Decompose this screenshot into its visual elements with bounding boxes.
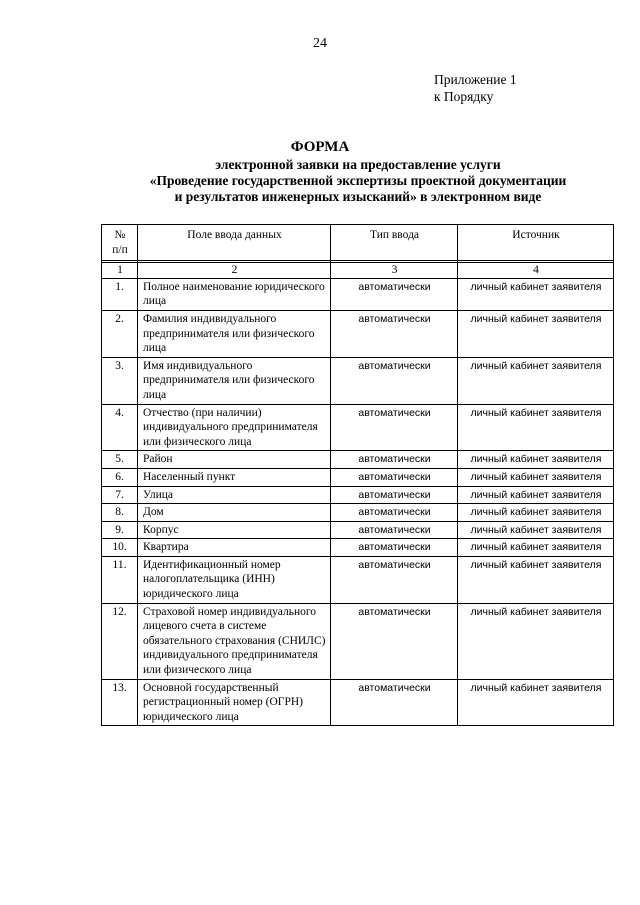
field-name: Квартира bbox=[138, 539, 331, 557]
table-row bbox=[102, 521, 614, 539]
data-source: личный кабинет заявителя bbox=[458, 468, 614, 486]
row-number: 5. bbox=[102, 451, 138, 469]
row-number: 10. bbox=[102, 539, 138, 557]
appendix-reference bbox=[434, 71, 517, 105]
input-type: автоматически bbox=[331, 521, 458, 539]
column-number: 2 bbox=[138, 263, 331, 279]
input-type: автоматически bbox=[331, 556, 458, 603]
table-row bbox=[102, 556, 614, 603]
row-number: 4. bbox=[102, 404, 138, 451]
row-number: 7. bbox=[102, 486, 138, 504]
input-type: автоматически bbox=[331, 468, 458, 486]
column-number: 3 bbox=[331, 263, 458, 279]
data-source: личный кабинет заявителя bbox=[458, 521, 614, 539]
row-number: 11. bbox=[102, 556, 138, 603]
header-number-line-1: № bbox=[114, 229, 126, 241]
row-number: 6. bbox=[102, 468, 138, 486]
input-type: автоматически bbox=[331, 679, 458, 726]
field-name: Отчество (при наличии) индивидуального предпринимателя или физического лица bbox=[138, 404, 331, 451]
field-name: Населенный пункт bbox=[138, 468, 331, 486]
data-source: личный кабинет заявителя bbox=[458, 310, 614, 357]
row-number: 9. bbox=[102, 521, 138, 539]
column-number: 1 bbox=[102, 263, 138, 279]
row-number: 1. bbox=[102, 278, 138, 310]
field-name: Дом bbox=[138, 504, 331, 522]
input-type: автоматически bbox=[331, 278, 458, 310]
form-title: ФОРМА bbox=[290, 139, 350, 155]
input-type: автоматически bbox=[331, 504, 458, 522]
data-source: личный кабинет заявителя bbox=[458, 556, 614, 603]
data-source: личный кабинет заявителя bbox=[458, 451, 614, 469]
appendix-line-2: к Порядку bbox=[434, 89, 494, 104]
row-number: 2. bbox=[102, 310, 138, 357]
table-row bbox=[102, 451, 614, 469]
column-number-row bbox=[102, 263, 614, 279]
field-name: Полное наименование юридического лица bbox=[138, 278, 331, 310]
form-subtitle-line-3: и результатов инженерных изысканий» в электронном виде bbox=[174, 189, 542, 204]
table-row bbox=[102, 486, 614, 504]
input-type: автоматически bbox=[331, 486, 458, 504]
data-fields-table bbox=[101, 224, 614, 726]
input-type: автоматически bbox=[331, 539, 458, 557]
data-source: личный кабинет заявителя bbox=[458, 404, 614, 451]
form-subtitle bbox=[0, 157, 640, 205]
table-row bbox=[102, 310, 614, 357]
data-source: личный кабинет заявителя bbox=[458, 679, 614, 726]
page-number: 24 bbox=[313, 36, 327, 51]
field-name: Район bbox=[138, 451, 331, 469]
data-source: личный кабинет заявителя bbox=[458, 504, 614, 522]
row-number: 13. bbox=[102, 679, 138, 726]
appendix-line-1: Приложение 1 bbox=[434, 72, 517, 87]
input-type: автоматически bbox=[331, 357, 458, 404]
table-row bbox=[102, 603, 614, 679]
input-type: автоматически bbox=[331, 451, 458, 469]
table-row bbox=[102, 504, 614, 522]
header-type: Тип ввода bbox=[331, 225, 458, 261]
header-source: Источник bbox=[458, 225, 614, 261]
data-source: личный кабинет заявителя bbox=[458, 357, 614, 404]
table-header-row bbox=[102, 225, 614, 261]
field-name: Корпус bbox=[138, 521, 331, 539]
field-name: Идентификационный номер налогоплательщика (ИНН) юридического лица bbox=[138, 556, 331, 603]
header-number bbox=[102, 225, 138, 261]
table-row bbox=[102, 539, 614, 557]
form-subtitle-line-1: электронной заявки на предоставление услуги bbox=[215, 157, 501, 172]
header-field: Поле ввода данных bbox=[138, 225, 331, 261]
field-name: Имя индивидуального предпринимателя или физического лица bbox=[138, 357, 331, 404]
input-type: автоматически bbox=[331, 404, 458, 451]
column-number: 4 bbox=[458, 263, 614, 279]
table-row bbox=[102, 278, 614, 310]
form-subtitle-line-2: «Проведение государственной экспертизы проектной документации bbox=[149, 173, 567, 188]
table-row bbox=[102, 468, 614, 486]
row-number: 12. bbox=[102, 603, 138, 679]
field-name: Фамилия индивидуального предпринимателя или физического лица bbox=[138, 310, 331, 357]
input-type: автоматически bbox=[331, 603, 458, 679]
data-source: личный кабинет заявителя bbox=[458, 539, 614, 557]
data-source: личный кабинет заявителя bbox=[458, 603, 614, 679]
data-source: личный кабинет заявителя bbox=[458, 486, 614, 504]
field-name: Страховой номер индивидуального лицевого счета в системе обязательного страхования (СНИЛС) индивидуального предпринимателя или физического лица bbox=[138, 603, 331, 679]
field-name: Улица bbox=[138, 486, 331, 504]
table-row bbox=[102, 357, 614, 404]
input-type: автоматически bbox=[331, 310, 458, 357]
field-name: Основной государственный регистрационный номер (ОГРН) юридического лица bbox=[138, 679, 331, 726]
data-source: личный кабинет заявителя bbox=[458, 278, 614, 310]
row-number: 8. bbox=[102, 504, 138, 522]
table-row bbox=[102, 679, 614, 726]
table-row bbox=[102, 404, 614, 451]
header-number-line-2: п/п bbox=[112, 243, 128, 256]
row-number: 3. bbox=[102, 357, 138, 404]
